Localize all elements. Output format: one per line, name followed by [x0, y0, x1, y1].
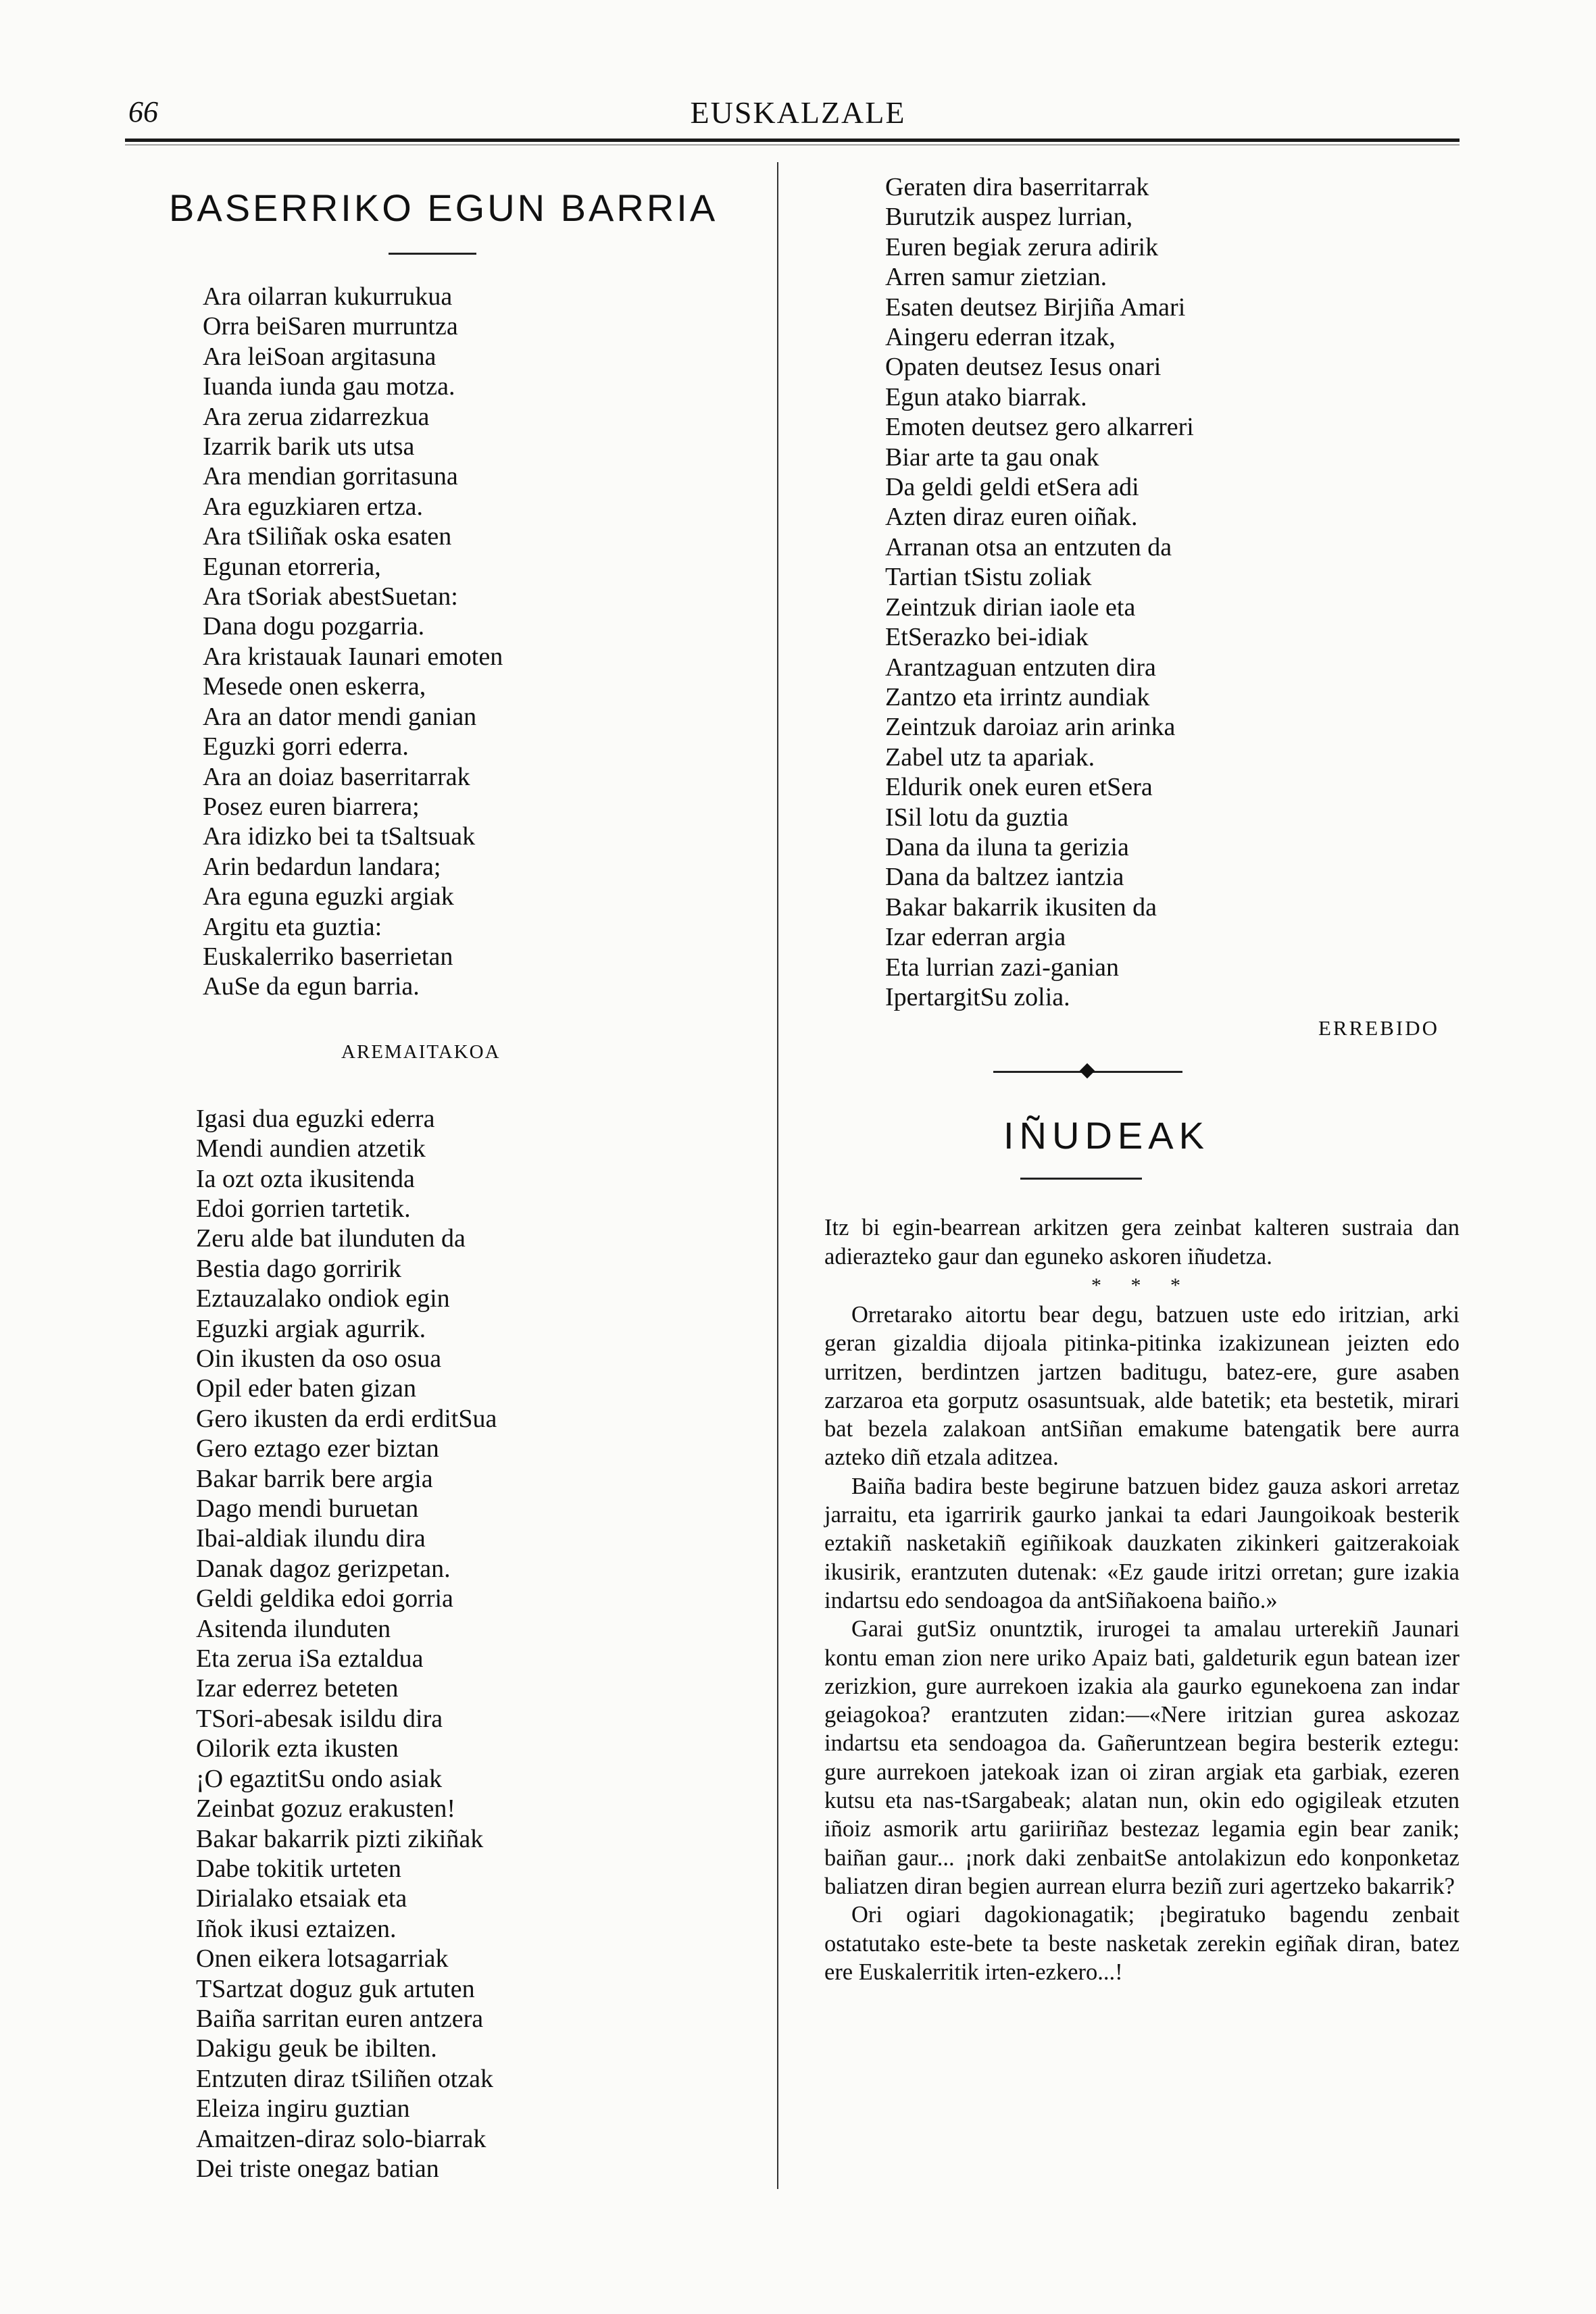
poem-line: Dana dogu pozgarria.	[203, 612, 425, 641]
poem-line: Eta lurrian zazi-ganian	[885, 953, 1120, 982]
poem-line: Azten diraz euren oiñak.	[885, 503, 1138, 532]
poem-line: Baiña sarritan euren antzera	[196, 2004, 484, 2033]
poem-line: Ia ozt ozta ikusitenda	[196, 1164, 415, 1193]
poem-line: Ara tSiliñak oska esaten	[203, 522, 452, 551]
column-divider	[777, 162, 778, 2189]
poem-line: Da geldi geldi etSera adi	[885, 473, 1139, 502]
poem-line: Ara zerua zidarrezkua	[203, 402, 430, 431]
poem-line: Burutzik auspez lurrian,	[885, 203, 1133, 232]
poem-line: Ara oilarran kukurrukua	[203, 282, 453, 311]
left-column	[169, 172, 757, 2184]
poem-line: Ara tSoriak abestSuetan:	[203, 582, 458, 611]
poem-line: IpertargitSu zolia.	[885, 982, 1070, 1011]
poem-line: Bakar bakarrik pizti zikiñak	[196, 1824, 484, 1853]
poem-line: Ara an dator mendi ganian	[203, 702, 477, 731]
poem-line: Ara idizko bei ta tSaltsuak	[203, 822, 476, 851]
poem-line: Opaten deutsez Iesus onari	[885, 353, 1162, 382]
right-column	[797, 172, 1460, 1986]
poem-line: Esaten deutsez Birjiña Amari	[885, 293, 1186, 322]
poem-line: Geldi geldika edoi gorria	[196, 1584, 453, 1613]
header-rule	[125, 139, 1460, 142]
poem-line: Igasi dua eguzki ederra	[196, 1104, 435, 1133]
poem-line: Zeinbat gozuz erakusten!	[196, 1794, 456, 1823]
poem-line: Oilorik ezta ikusten	[196, 1734, 399, 1763]
article-body-inudeak	[824, 1213, 1460, 1986]
paragraph: Ori ogiari dagokionagatik; ¡begiratuko bagendu zenbait ostatutako este-bete ta beste nasketak zerekin egiñak diran, batez ere Euskalerritik irten-ezkero...!	[824, 1902, 1460, 1985]
article-title-baserriko: BASERRIKO EGUN BARRIA	[169, 186, 718, 229]
poem-line: Emoten deutsez gero alkarreri	[885, 413, 1194, 442]
poem-line: Biar arte ta gau onak	[885, 443, 1099, 472]
page-number: 66	[128, 95, 158, 128]
poem-line: Izarrik barik uts utsa	[203, 432, 415, 461]
poem-line: Mesede onen eskerra,	[203, 672, 426, 701]
poem-line: Arren samur zietzian.	[885, 263, 1107, 292]
poem-line: Iñok ikusi eztaizen.	[196, 1914, 397, 1943]
poem-line: Dago mendi buruetan	[196, 1494, 419, 1524]
poem-line: Dana da baltzez iantzia	[885, 863, 1124, 892]
poem-line: Izar ederran argia	[885, 923, 1066, 952]
poem-continuation	[885, 172, 1460, 1012]
diamond-icon	[1080, 1063, 1095, 1079]
author-signature: ERREBIDO	[1318, 1016, 1439, 1040]
poem-line: Dei triste onegaz batian	[196, 2154, 439, 2183]
poem-line: Aingeru ederran itzak,	[885, 323, 1116, 352]
poem-line: TSartzat doguz guk artuten	[196, 1974, 475, 2003]
poem-line: Ara eguzkiaren ertza.	[203, 492, 423, 521]
poem-line: Iuanda iunda gau motza.	[203, 372, 455, 401]
poem-line: Mendi aundien atzetik	[196, 1134, 426, 1163]
paragraph: Baiña badira beste begirune batzuen bidez gauza askori arretaz jarraitu, eta igarririk gaurko jankai ta edari Jaungoikoak besterik eztakiñ nasketakiñ egiñikoak dauzkaten zikinkeri gaitzerakoiak ikusirik, erantzuten dutenak: «Ez gaude iritzi orretan; gure izakia indartsu edo sendoagoa da antSiñakoena baiño.»	[824, 1473, 1460, 1613]
poem-line: Zeintzuk dirian iaole eta	[885, 593, 1136, 622]
subheading-aremaitakoa: AREMAITAKOA	[341, 1040, 501, 1063]
poem-line: Ara mendian gorritasuna	[203, 462, 458, 491]
poem-line: Posez euren biarrera;	[203, 792, 420, 821]
poem-line: Geraten dira baserritarrak	[885, 173, 1149, 201]
poem-line: Eleiza ingiru guztian	[196, 2094, 410, 2123]
poem-line: Edoi gorrien tartetik.	[196, 1194, 411, 1223]
poem-line: Eldurik onek euren etSera	[885, 773, 1153, 802]
poem-line: Danak dagoz gerizpetan.	[196, 1554, 451, 1583]
poem-line: Entzuten diraz tSiliñen otzak	[196, 2064, 494, 2093]
poem-line: Eguzki gorri ederra.	[203, 732, 409, 761]
poem-aremaitakoa	[196, 1104, 757, 2184]
poem-line: Bestia dago gorririk	[196, 1254, 401, 1283]
title-underline	[389, 253, 476, 255]
poem-line: Zeru alde bat ilunduten da	[196, 1224, 466, 1253]
poem-line: Zantzo eta irrintz aundiak	[885, 682, 1150, 711]
poem-line: ISil lotu da guztia	[885, 803, 1069, 832]
poem-line: Opil eder baten gizan	[196, 1374, 417, 1403]
poem-line: Tartian tSistu zoliak	[885, 563, 1092, 592]
poem-line: Arranan otsa an entzuten da	[885, 532, 1172, 561]
title-underline	[1020, 1178, 1142, 1180]
poem-line: Onen eikera lotsagarriak	[196, 1944, 449, 1973]
poem-line: Orra beiSaren murruntza	[203, 312, 458, 341]
poem-line: Euren begiak zerura adirik	[885, 232, 1159, 261]
poem-line: Ibai-aldiak ilundu dira	[196, 1524, 426, 1553]
poem-line: Eta zerua iSa eztaldua	[196, 1644, 424, 1674]
poem-line: Oin ikusten da oso osua	[196, 1344, 442, 1373]
poem-line: Izar ederrez beteten	[196, 1674, 399, 1703]
poem-line: Arantzaguan entzuten dira	[885, 653, 1156, 682]
poem-baserriko	[203, 282, 757, 1002]
poem-line: Bakar barrik bere argia	[196, 1464, 433, 1493]
poem-line: Gero ikusten da erdi erditSua	[196, 1404, 497, 1433]
poem-line: Zabel utz ta apariak.	[885, 743, 1095, 772]
poem-line: Gero eztago ezer biztan	[196, 1434, 439, 1463]
poem-line: Eguzki argiak agurrik.	[196, 1314, 426, 1343]
article-title-inudeak: IÑUDEAK	[1003, 1114, 1210, 1157]
poem-line: Eztauzalako ondiok egin	[196, 1284, 450, 1313]
poem-line: Argitu eta guztia:	[203, 912, 382, 941]
section-separator: * * *	[1091, 1274, 1193, 1297]
poem-line: ¡O egaztitSu ondo asiak	[196, 1764, 443, 1793]
poem-line: Egun atako biarrak.	[885, 382, 1087, 411]
poem-line: Dana da iluna ta gerizia	[885, 832, 1129, 861]
poem-line: Amaitzen-diraz solo-biarrak	[196, 2124, 487, 2153]
poem-line: Dakigu geuk be ibilten.	[196, 2034, 437, 2063]
running-header	[128, 95, 1468, 135]
poem-line: Ara leiSoan argitasuna	[203, 342, 437, 371]
poem-line: Egunan etorreria,	[203, 552, 381, 581]
poem-line: Dabe tokitik urteten	[196, 1854, 401, 1883]
paragraph: Orretarako aitortu bear degu, batzuen uste edo iritzian, arki geran gizaldia dijoala pitinka-pitinka izakizunean jeizten edo urritzen, berdintzen jartzen baditugu, batez-ere, gure asaben zarzaroa eta gorputz osasuntsuak, alde batetik; eta bestetik, mirari bat bezela zalakoan antSiñan emakume batengatik bere aurra azteko diñ etzala aditzea.	[824, 1301, 1460, 1471]
poem-line: Asitenda ilunduten	[196, 1614, 391, 1643]
poem-line: Dirialako etsaiak eta	[196, 1884, 407, 1913]
poem-line: AuSe da egun barria.	[203, 972, 420, 1001]
running-title: EUSKALZALE	[690, 95, 906, 130]
section-ornament	[993, 1065, 1182, 1078]
poem-line: Ara an doiaz baserritarrak	[203, 762, 470, 791]
poem-line: Ara kristauak Iaunari emoten	[203, 642, 503, 671]
poem-line: Bakar bakarrik ikusiten da	[885, 892, 1157, 922]
poem-line: TSori-abesak isildu dira	[196, 1704, 443, 1733]
poem-line: Euskalerriko baserrietan	[203, 942, 453, 971]
poem-line: Arin bedardun landara;	[203, 852, 441, 881]
poem-line: Ara eguna eguzki argiak	[203, 882, 454, 911]
paragraph: Garai gutSiz onuntztik, irurogei ta amalau urterekiñ Jaunari kontu eman zion nere uriko Apaiz bati, galdeturik egun batean izer zerizkion, gure aurrekoen izakia ala gaurko egunekoena zan indar geiagokoa? erantzuten zidan:—«Nere iritzian gurea askozaz indartsu eta sendoagoa da. Gañeruntzean begira besterik eztegu: gure aurrekoen jatekoak izan oi ziran argiak eta garbiak, ezeren kutsu eta nas-tSargabeak; alatan nun, okin edo ogigileak etzuten iñoiz asmorik artu gariiriñaz bestezaz legamia egin bear zanik; baiñan gaur... ¡nork daki zenbaitSe antolakizun edo konponketaz baliatzen diran begien aurrean elurra beziñ zuri agertzeko bakarrik?	[824, 1616, 1460, 1899]
paragraph: Itz bi egin-bearrean arkitzen gera zeinbat kalteren sustraia dan adierazteko gaur dan eguneko askoren iñudetza.	[824, 1215, 1460, 1269]
poem-line: EtSerazko bei-idiak	[885, 623, 1089, 652]
poem-line: Zeintzuk daroiaz arin arinka	[885, 713, 1176, 742]
